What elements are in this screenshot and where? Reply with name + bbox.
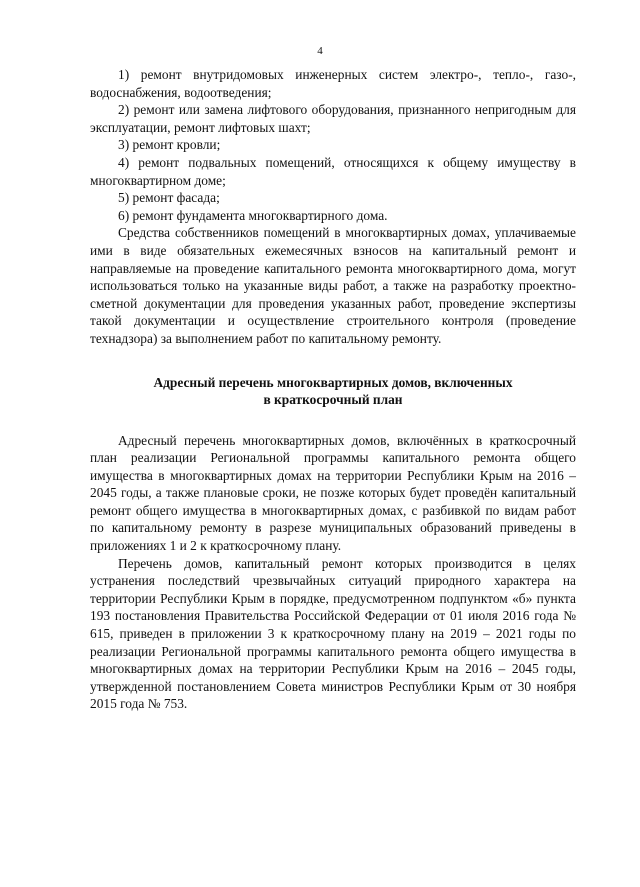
- list-item-1: 1) ремонт внутридомовых инженерных систем электро-, тепло-, газо-, водоснабжения, водоотведения;: [90, 67, 576, 100]
- section-heading: [90, 374, 576, 408]
- funds-paragraph: Средства собственников помещений в многоквартирных домах, уплачиваемые ими в виде обязательных ежемесячных взносов на капитальный ремонт и направляемые на проведение капитального ремонта многоквартирного дома, могут использоваться только на указанные виды работ, а также на разработку проектно-сметной документации для проведения указанных работ, проведение экспертизы такой документации и осуществление строительного контроля (проведение технадзора) за выполнением работ по капитальному ремонту.: [90, 225, 576, 346]
- address-list-paragraph: Адресный перечень многоквартирных домов, включённых в краткосрочный план реализации Региональной программы капитального ремонта общего имущества в многоквартирных домах на территории Республики Крым на 2016 – 2045 годы, а также плановые сроки, не позже которых будет проведён капитальный ремонт общего имущества в многоквартирных домах, с разбивкой по видам работ по капитальному ремонту в разрезе муниципальных образований приведены в приложениях 1 и 2 к краткосрочному плану.: [90, 432, 576, 554]
- emergency-houses-paragraph: Перечень домов, капитальный ремонт которых производится в целях устранения последствий чрезвычайных ситуаций природного характера на территории Республики Крым в порядке, предусмотренном подпунктом «б» пункта 193 постановления Правительства Российской Федерации от 01 июля 2016 года № 615, приведен в приложении 3 к краткосрочному плану на 2019 – 2021 годы по реализации Региональной программы капитального ремонта общего имущества в многоквартирных домах на территории Республики Крым на 2016 – 2045 годы, утвержденной постановлением Совета министров Республики Крым от 30 ноября 2015 года № 753.: [90, 555, 576, 712]
- list-item-4: 4) ремонт подвальных помещений, относящихся к общему имуществу в многоквартирном доме;: [90, 154, 576, 188]
- page-content: [90, 66, 576, 713]
- list-item-3: 3) ремонт кровли;: [118, 137, 221, 153]
- list-item-2: 2) ремонт или замена лифтового оборудования, признанного непригодным для эксплуатации, ремонт лифтовых шахт;: [90, 102, 576, 135]
- page-number: 4: [317, 45, 323, 57]
- section-heading-line-1: Адресный перечень многоквартирных домов, включенных: [153, 374, 513, 390]
- section-heading-line-2: в краткосрочный план: [263, 391, 403, 407]
- list-item-5: 5) ремонт фасада;: [118, 190, 220, 206]
- list-item-6: 6) ремонт фундамента многоквартирного дома.: [118, 207, 388, 223]
